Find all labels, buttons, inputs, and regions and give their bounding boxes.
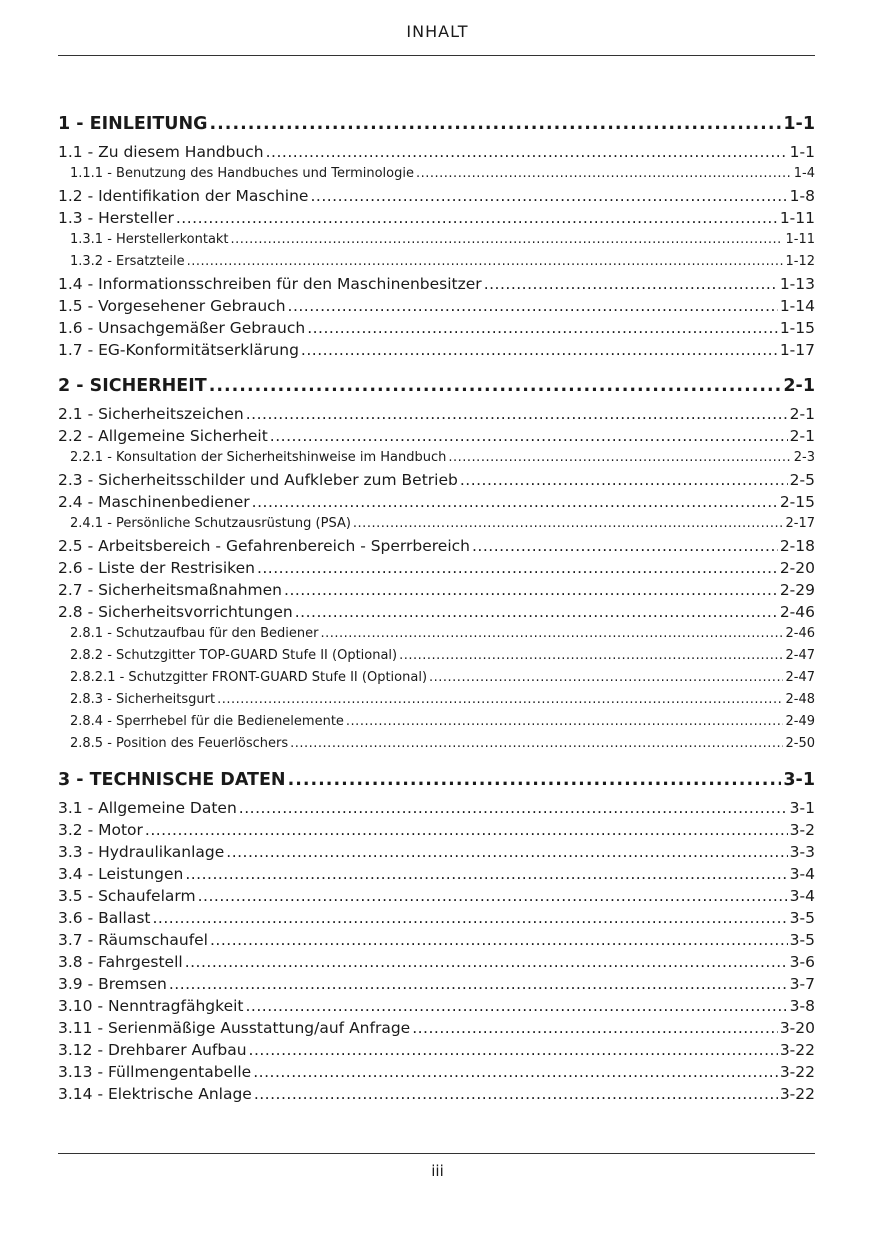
dot-leader <box>284 579 778 601</box>
toc-subentry-title: 1.1.1 - Benutzung des Handbuches und Terminologie <box>70 166 414 181</box>
toc-entry[interactable] <box>58 907 815 929</box>
dot-leader <box>217 689 783 711</box>
toc-subentry-page-number: 1-4 <box>793 166 815 181</box>
toc-entry-page-number: 3-22 <box>779 1063 815 1081</box>
toc-subentry-title: 2.8.3 - Sicherheitsgurt <box>70 692 216 707</box>
toc-section <box>58 372 815 755</box>
toc-subentry-title: 2.8.4 - Sperrhebel für die Bedienelemente <box>70 714 344 729</box>
toc-entry-title: 2.2 - Allgemeine Sicherheit <box>58 427 268 445</box>
toc-entry[interactable] <box>58 1039 815 1061</box>
toc-entry-title: 2.4 - Maschinenbediener <box>58 493 250 511</box>
toc-subentry-page-number: 2-46 <box>785 626 815 641</box>
toc-subentry-page-number: 1-11 <box>785 232 815 247</box>
section-heading-page-number: 2-1 <box>783 376 815 396</box>
dot-leader <box>472 535 778 557</box>
toc-subentry-title: 1.3.1 - Herstellerkontakt <box>70 232 229 247</box>
toc-entry-page-number: 1-11 <box>779 209 815 227</box>
toc-subentry-page-number: 2-3 <box>793 450 815 465</box>
dot-leader <box>484 273 778 295</box>
toc-subentry[interactable] <box>58 645 815 667</box>
toc-entry-page-number: 3-6 <box>789 953 815 971</box>
toc-subentry-title: 2.8.2 - Schutzgitter TOP-GUARD Stufe II (Optional) <box>70 648 398 663</box>
dot-leader <box>185 951 788 973</box>
toc-subentry-page-number: 2-47 <box>785 670 815 685</box>
dot-leader <box>448 447 791 469</box>
toc-entry-title: 3.11 - Serienmäßige Ausstattung/auf Anfrage <box>58 1019 411 1037</box>
toc-subentry[interactable] <box>58 623 815 645</box>
toc-entry-page-number: 1-1 <box>789 143 815 161</box>
toc-entry[interactable] <box>58 885 815 907</box>
toc-subentry[interactable] <box>58 711 815 733</box>
toc-entry-page-number: 3-8 <box>789 997 815 1015</box>
toc-entry[interactable] <box>58 951 815 973</box>
toc-entry-title: 1.4 - Informationsschreiben für den Maschinenbesitzer <box>58 275 482 293</box>
toc-entry-title: 3.14 - Elektrische Anlage <box>58 1085 252 1103</box>
dot-leader <box>416 163 792 185</box>
dot-leader <box>307 317 778 339</box>
dot-leader <box>310 185 787 207</box>
toc-entry[interactable] <box>58 403 815 425</box>
toc-entry-title: 1.2 - Identifikation der Maschine <box>58 187 309 205</box>
section-heading-page-number: 1-1 <box>783 114 815 134</box>
page-header: INHALT <box>406 22 469 41</box>
toc-entry[interactable] <box>58 841 815 863</box>
toc-entry-page-number: 2-15 <box>779 493 815 511</box>
toc-subentry-title: 2.8.5 - Position des Feuerlöschers <box>70 736 289 751</box>
section-heading[interactable] <box>58 372 815 400</box>
toc-entry[interactable] <box>58 425 815 447</box>
toc-entry-title: 1.7 - EG-Konformitätserklärung <box>58 341 299 359</box>
dot-leader <box>187 251 784 273</box>
toc-entry-title: 2.3 - Sicherheitsschilder und Aufkleber zum Betrieb <box>58 471 458 489</box>
dot-leader <box>176 207 778 229</box>
dot-leader <box>210 110 782 138</box>
dot-leader <box>353 513 784 535</box>
toc-entry-title: 3.13 - Füllmengentabelle <box>58 1063 252 1081</box>
toc-entry-title: 3.1 - Allgemeine Daten <box>58 799 237 817</box>
toc-subentry-page-number: 2-49 <box>785 714 815 729</box>
dot-leader <box>288 295 778 317</box>
toc-subentry[interactable] <box>58 733 815 755</box>
section-heading-title: 2 - SICHERHEIT <box>58 376 207 396</box>
dot-leader <box>270 425 788 447</box>
toc-entry-page-number: 3-22 <box>779 1041 815 1059</box>
toc-entry-title: 2.7 - Sicherheitsmaßnahmen <box>58 581 283 599</box>
toc-entry[interactable] <box>58 1017 815 1039</box>
toc-entry-page-number: 3-3 <box>789 843 815 861</box>
dot-leader <box>209 372 782 400</box>
toc-entry-title: 1.6 - Unsachgemäßer Gebrauch <box>58 319 306 337</box>
toc-entry[interactable] <box>58 995 815 1017</box>
toc-entry-title: 3.2 - Motor <box>58 821 143 839</box>
toc-subentry-title: 2.2.1 - Konsultation der Sicherheitshinweise im Handbuch <box>70 450 447 465</box>
dot-leader <box>169 973 788 995</box>
toc-entry-page-number: 3-5 <box>789 931 815 949</box>
dot-leader <box>198 885 788 907</box>
toc-entry-page-number: 1-15 <box>779 319 815 337</box>
toc-subentry-page-number: 2-17 <box>785 516 815 531</box>
toc-entry[interactable] <box>58 973 815 995</box>
toc-subentry-page-number: 2-48 <box>785 692 815 707</box>
toc-entry[interactable] <box>58 863 815 885</box>
toc-entry-title: 1.3 - Hersteller <box>58 209 174 227</box>
toc-entry[interactable] <box>58 557 815 579</box>
toc-entry[interactable] <box>58 797 815 819</box>
toc-entry-page-number: 3-1 <box>789 799 815 817</box>
toc-entry-title: 3.12 - Drehbarer Aufbau <box>58 1041 247 1059</box>
dot-leader <box>412 1017 778 1039</box>
toc-subentry-title: 2.8.1 - Schutzaufbau für den Bediener <box>70 626 319 641</box>
toc-entry-page-number: 3-22 <box>779 1085 815 1103</box>
toc-entry-page-number: 3-20 <box>779 1019 815 1037</box>
toc-entry-title: 3.10 - Nenntragfähgkeit <box>58 997 244 1015</box>
toc-entry[interactable] <box>58 317 815 339</box>
toc-subentry[interactable] <box>58 689 815 711</box>
toc-entry[interactable] <box>58 819 815 841</box>
toc-entry-page-number: 3-5 <box>789 909 815 927</box>
toc-entry[interactable] <box>58 295 815 317</box>
dot-leader <box>252 491 778 513</box>
toc-entry-title: 3.4 - Leistungen <box>58 865 184 883</box>
toc-entry-page-number: 3-4 <box>789 887 815 905</box>
toc-subentry[interactable] <box>58 163 815 185</box>
toc-entry-page-number: 2-5 <box>789 471 815 489</box>
toc-entry-page-number: 3-4 <box>789 865 815 883</box>
toc-entry-page-number: 2-46 <box>779 603 815 621</box>
dot-leader <box>301 339 778 361</box>
toc-entry-page-number: 1-17 <box>779 341 815 359</box>
toc-entry-page-number: 1-8 <box>789 187 815 205</box>
dot-leader <box>239 797 788 819</box>
dot-leader <box>460 469 788 491</box>
page-number: iii <box>431 1162 444 1180</box>
dot-leader <box>295 601 778 623</box>
toc-entry[interactable] <box>58 929 815 951</box>
dot-leader <box>249 1039 778 1061</box>
header-divider <box>58 55 815 56</box>
dot-leader <box>246 403 788 425</box>
toc-section <box>58 766 815 1105</box>
dot-leader <box>210 929 788 951</box>
toc-subentry-page-number: 2-50 <box>785 736 815 751</box>
section-heading[interactable] <box>58 110 815 138</box>
dot-leader <box>231 229 784 251</box>
toc-subentry[interactable] <box>58 447 815 469</box>
toc-entry-page-number: 1-13 <box>779 275 815 293</box>
dot-leader <box>429 667 783 689</box>
toc-entry-page-number: 2-1 <box>789 427 815 445</box>
table-of-contents <box>58 110 815 1116</box>
dot-leader <box>226 841 787 863</box>
toc-entry[interactable] <box>58 273 815 295</box>
toc-entry-title: 3.6 - Ballast <box>58 909 151 927</box>
toc-entry[interactable] <box>58 141 815 163</box>
toc-subentry[interactable] <box>58 251 815 273</box>
toc-entry[interactable] <box>58 185 815 207</box>
toc-entry-page-number: 2-29 <box>779 581 815 599</box>
dot-leader <box>253 1061 778 1083</box>
toc-entry-page-number: 3-7 <box>789 975 815 993</box>
toc-entry[interactable] <box>58 1061 815 1083</box>
toc-entry[interactable] <box>58 339 815 361</box>
toc-entry-title: 3.5 - Schaufelarm <box>58 887 196 905</box>
section-heading[interactable] <box>58 766 815 794</box>
toc-entry-title: 3.8 - Fahrgestell <box>58 953 183 971</box>
dot-leader <box>399 645 783 667</box>
toc-entry-page-number: 2-18 <box>779 537 815 555</box>
toc-subentry-title: 2.4.1 - Persönliche Schutzausrüstung (PSA) <box>70 516 351 531</box>
toc-entry-title: 2.8 - Sicherheitsvorrichtungen <box>58 603 293 621</box>
dot-leader <box>153 907 788 929</box>
toc-subentry[interactable] <box>58 229 815 251</box>
dot-leader <box>288 766 782 794</box>
toc-entry-page-number: 2-20 <box>779 559 815 577</box>
section-heading-title: 1 - EINLEITUNG <box>58 114 208 134</box>
toc-entry[interactable] <box>58 207 815 229</box>
toc-entry-title: 2.6 - Liste der Restrisiken <box>58 559 255 577</box>
dot-leader <box>246 995 788 1017</box>
section-heading-page-number: 3-1 <box>783 770 815 790</box>
toc-entry-title: 2.5 - Arbeitsbereich - Gefahrenbereich - Sperrbereich <box>58 537 470 555</box>
dot-leader <box>320 623 783 645</box>
dot-leader <box>346 711 784 733</box>
toc-entry[interactable] <box>58 1083 815 1105</box>
toc-entry[interactable] <box>58 601 815 623</box>
toc-entry-title: 1.1 - Zu diesem Handbuch <box>58 143 264 161</box>
dot-leader <box>266 141 788 163</box>
toc-entry[interactable] <box>58 491 815 513</box>
toc-subentry-page-number: 2-47 <box>785 648 815 663</box>
dot-leader <box>185 863 787 885</box>
toc-entry-title: 2.1 - Sicherheitszeichen <box>58 405 244 423</box>
toc-entry-title: 1.5 - Vorgesehener Gebrauch <box>58 297 286 315</box>
toc-subentry-title: 1.3.2 - Ersatzteile <box>70 254 185 269</box>
toc-subentry[interactable] <box>58 667 815 689</box>
dot-leader <box>257 557 778 579</box>
toc-subentry-page-number: 1-12 <box>785 254 815 269</box>
dot-leader <box>145 819 788 841</box>
toc-entry-page-number: 2-1 <box>789 405 815 423</box>
section-heading-title: 3 - TECHNISCHE DATEN <box>58 770 286 790</box>
toc-entry[interactable] <box>58 535 815 557</box>
toc-section <box>58 110 815 361</box>
toc-entry-page-number: 1-14 <box>779 297 815 315</box>
toc-entry[interactable] <box>58 469 815 491</box>
toc-subentry-title: 2.8.2.1 - Schutzgitter FRONT-GUARD Stufe II (Optional) <box>70 670 428 685</box>
toc-entry-title: 3.3 - Hydraulikanlage <box>58 843 225 861</box>
dot-leader <box>290 733 783 755</box>
dot-leader <box>254 1083 778 1105</box>
toc-entry-title: 3.9 - Bremsen <box>58 975 167 993</box>
toc-subentry[interactable] <box>58 513 815 535</box>
toc-entry-page-number: 3-2 <box>789 821 815 839</box>
footer-divider <box>58 1153 815 1154</box>
toc-entry[interactable] <box>58 579 815 601</box>
toc-entry-title: 3.7 - Räumschaufel <box>58 931 208 949</box>
